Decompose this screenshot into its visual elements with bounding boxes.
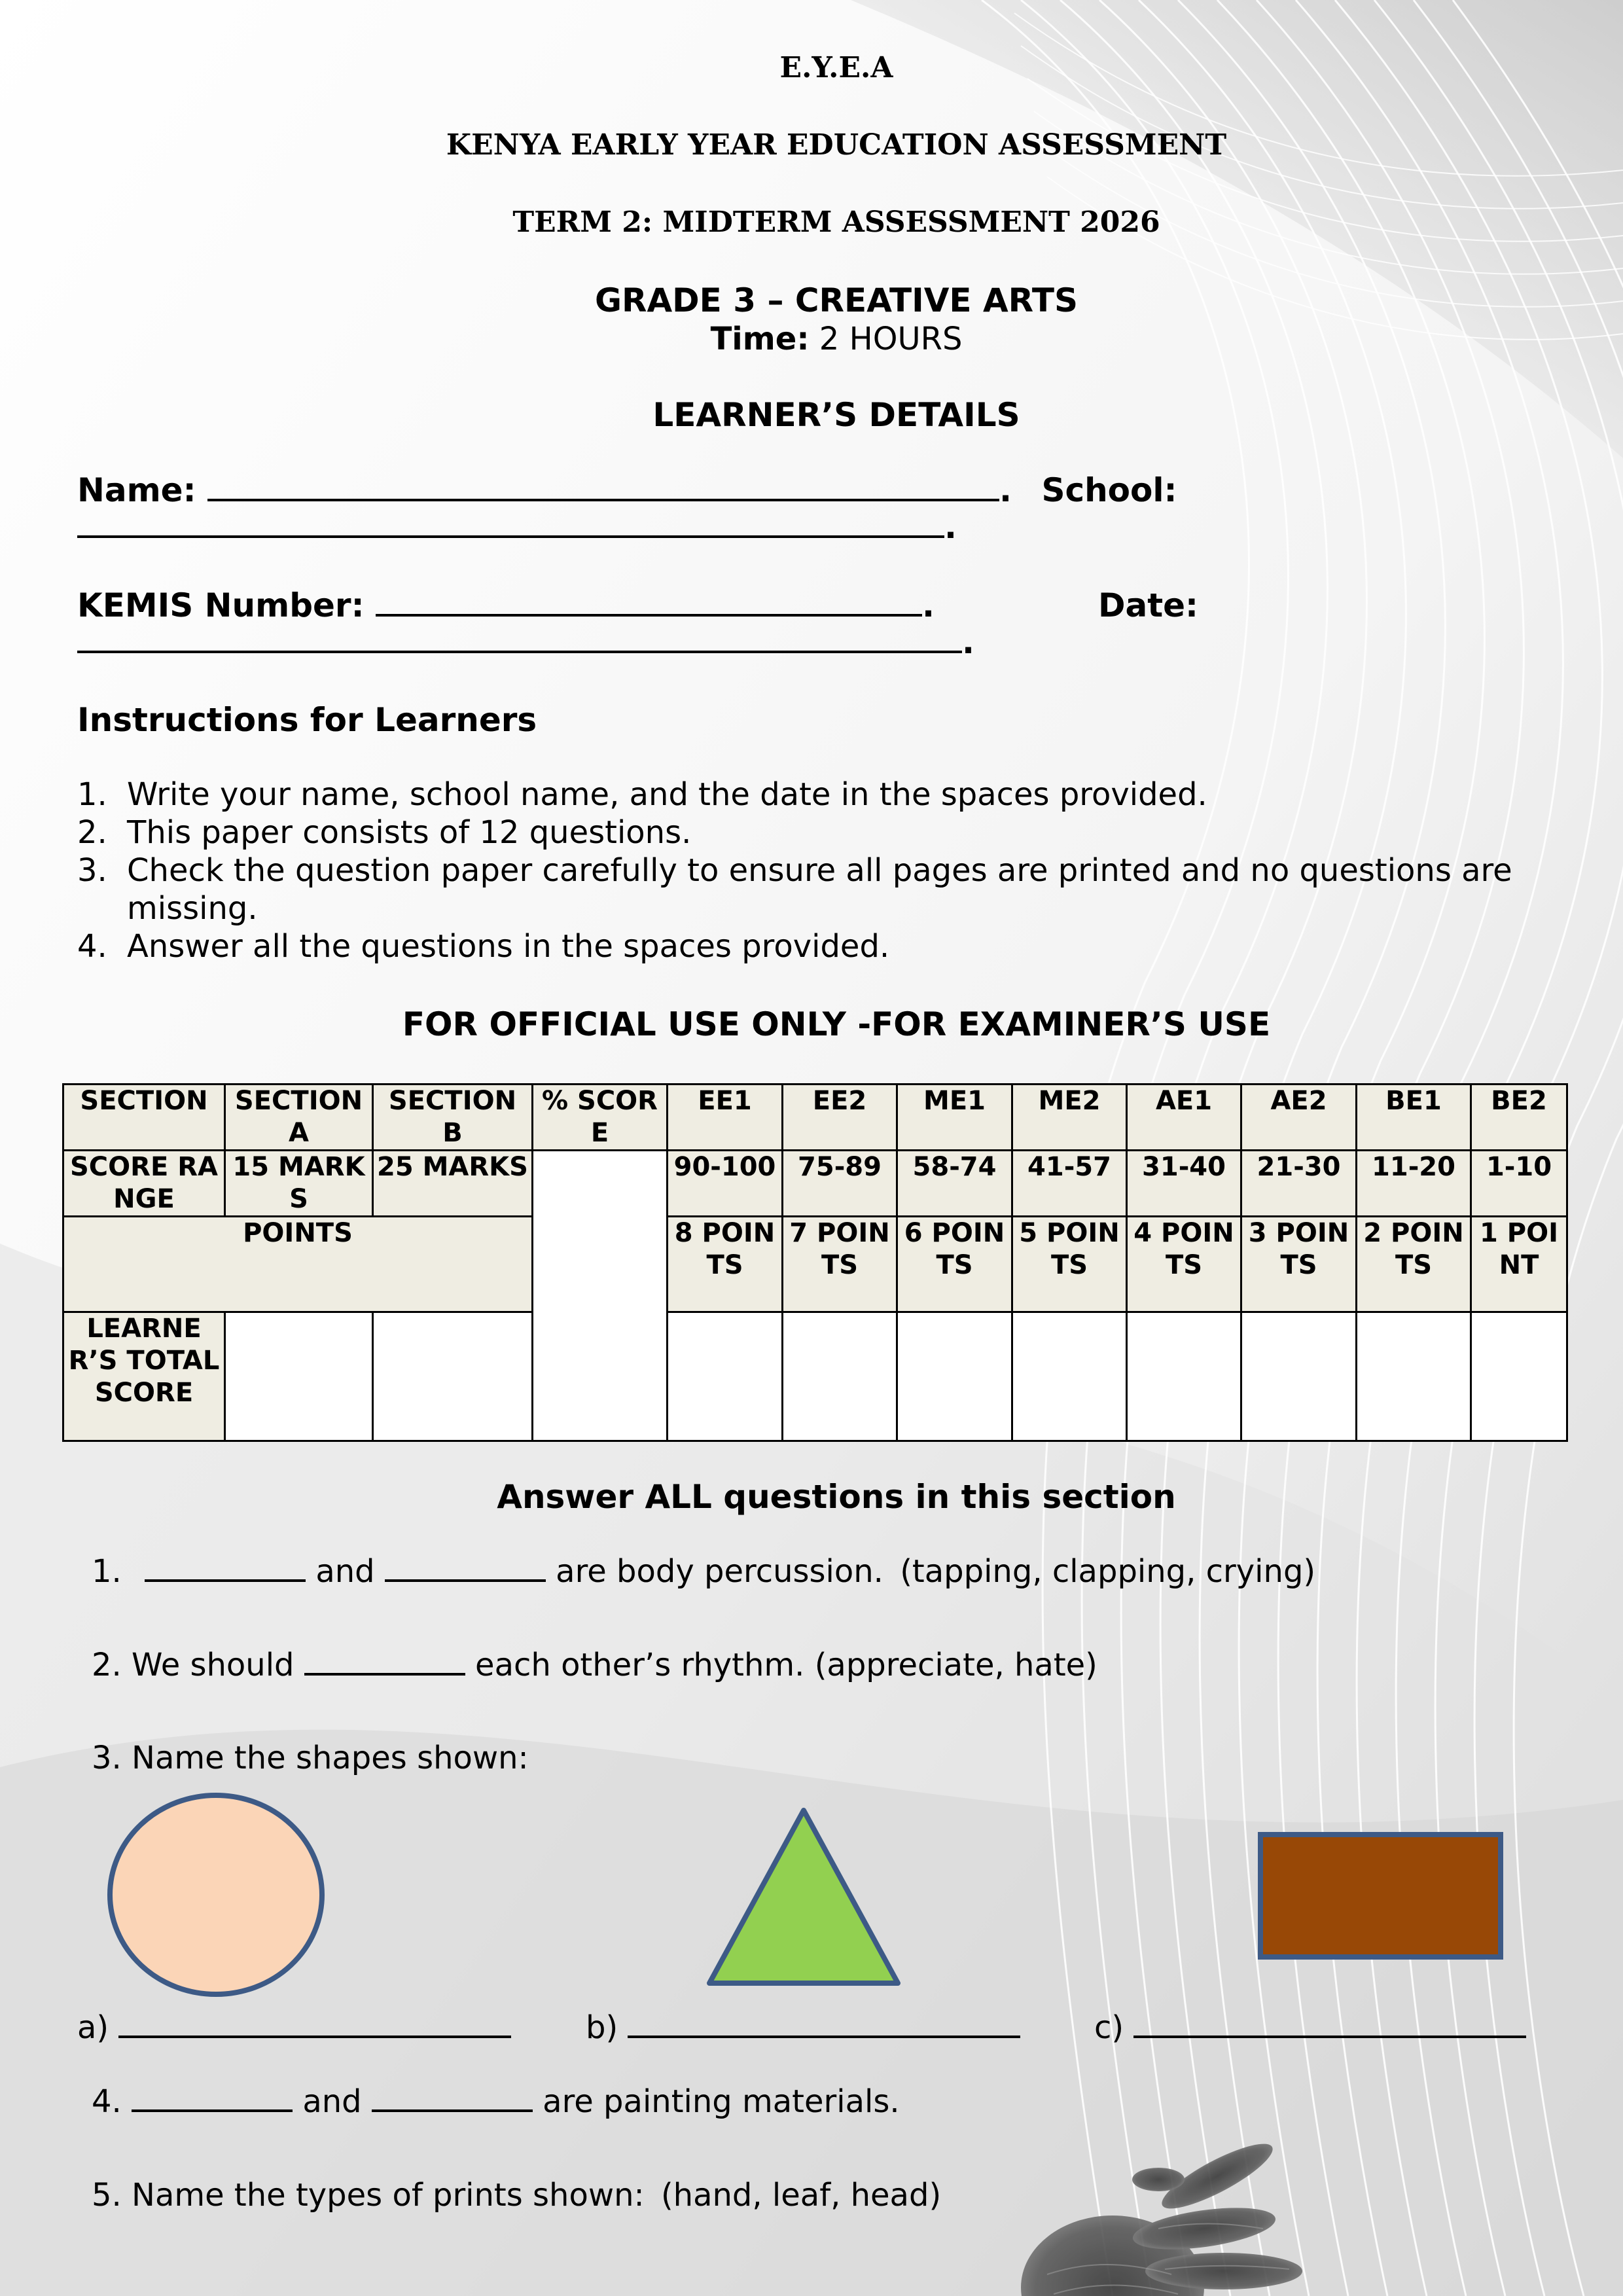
exam-subject: GRADE 3 – CREATIVE ARTS (594, 281, 1079, 319)
school-row (77, 508, 957, 546)
time-label: Time: (710, 321, 810, 357)
table-row (63, 1312, 1567, 1441)
date-field[interactable] (77, 651, 962, 653)
table-cell: ME2 (1012, 1085, 1127, 1151)
grade-cell[interactable] (783, 1312, 897, 1441)
table-cell: EE2 (783, 1085, 897, 1151)
triangle-shape (705, 1806, 902, 1986)
question-text: each other’s rhythm. (appreciate, hate) (475, 1647, 1097, 1683)
answer-blank[interactable] (145, 1579, 306, 1582)
exam-abbreviation: E.Y.E.A (779, 51, 893, 84)
answer-c-row (1094, 2009, 1526, 2046)
table-cell: SECTION (63, 1085, 225, 1151)
table-cell: SECTION B (373, 1085, 533, 1151)
table-cell: SCORE RANGE (63, 1151, 225, 1217)
question-1 (92, 1553, 1315, 1590)
total-score-label: LEARNER’S TOTAL SCORE (63, 1312, 225, 1441)
instruction-item: 2. This paper consists of 12 questions. (77, 814, 692, 851)
table-cell: 90-100 (668, 1151, 783, 1217)
question-4 (92, 2083, 900, 2120)
answer-a-row (77, 2009, 511, 2046)
kemis-row (77, 586, 935, 624)
kemis-field[interactable] (376, 614, 922, 617)
table-cell: 2 POINTS (1357, 1217, 1471, 1312)
rectangle-shape (1258, 1832, 1503, 1960)
question-text: are painting materials. (543, 2083, 900, 2120)
table-cell: 41-57 (1012, 1151, 1127, 1217)
answer-label: a) (77, 2009, 109, 2046)
official-use-heading: FOR OFFICIAL USE ONLY -FOR EXAMINER’S USE (402, 1005, 1271, 1043)
percent-score-cell[interactable] (533, 1151, 668, 1441)
kemis-dot: . (922, 586, 935, 624)
table-cell: 4 POINTS (1127, 1217, 1241, 1312)
table-cell: 58-74 (897, 1151, 1012, 1217)
name-dot: . (999, 471, 1012, 509)
table-cell: AE2 (1241, 1085, 1357, 1151)
answer-blank[interactable] (372, 2109, 533, 2112)
instruction-item: 3. Check the question paper carefully to ensure all pages are printed and no questions are missing. (77, 852, 1512, 927)
table-cell: 6 POINTS (897, 1217, 1012, 1312)
question-options: (hand, leaf, head) (660, 2177, 942, 2214)
grade-cell[interactable] (1357, 1312, 1471, 1441)
grade-cell[interactable] (668, 1312, 783, 1441)
question-text: and (302, 2083, 362, 2120)
table-cell: 5 POINTS (1012, 1217, 1127, 1312)
answer-blank[interactable] (628, 2036, 1020, 2038)
question-options: (tapping, clapping, crying) (900, 1553, 1316, 1590)
answer-blank[interactable] (118, 2036, 511, 2038)
score-table (62, 1083, 1568, 1442)
table-cell: 8 POINTS (668, 1217, 783, 1312)
table-cell: 21-30 (1241, 1151, 1357, 1217)
answer-label: c) (1094, 2009, 1124, 2046)
table-cell: 7 POINTS (783, 1217, 897, 1312)
table-cell: SECTION A (225, 1085, 373, 1151)
table-cell: 75-89 (783, 1151, 897, 1217)
instruction-text: Check the question paper carefully to ensure all pages are printed and no questions are missing. (127, 852, 1512, 927)
name-row (77, 471, 1177, 509)
answer-blank[interactable] (304, 1673, 465, 1676)
answer-blank[interactable] (385, 1579, 546, 1582)
instruction-text: Write your name, school name, and the date in the spaces provided. (127, 776, 1207, 813)
table-row (63, 1151, 1567, 1217)
exam-term: TERM 2: MIDTERM ASSESSMENT 2026 (512, 206, 1160, 239)
school-field[interactable] (77, 535, 944, 538)
instruction-text: Answer all the questions in the spaces provided. (127, 928, 890, 965)
table-cell: 25 MARKS (373, 1151, 533, 1217)
section-a-score-cell[interactable] (225, 1312, 373, 1441)
table-cell: 3 POINTS (1241, 1217, 1357, 1312)
section-heading: Answer ALL questions in this section (497, 1478, 1176, 1516)
question-text: are body percussion. (556, 1553, 883, 1590)
question-3: 3. Name the shapes shown: (92, 1740, 529, 1776)
answer-blank[interactable] (1133, 2036, 1526, 2038)
table-cell: AE1 (1127, 1085, 1241, 1151)
answer-label: b) (586, 2009, 618, 2046)
table-cell: EE1 (668, 1085, 783, 1151)
points-label: POINTS (63, 1217, 533, 1312)
table-cell: BE2 (1471, 1085, 1567, 1151)
learner-details-heading: LEARNER’S DETAILS (652, 396, 1020, 434)
handprint-icon (1008, 2130, 1322, 2296)
question-5 (92, 2177, 941, 2214)
table-row (63, 1217, 1567, 1312)
instruction-item: 1. Write your name, school name, and the date in the spaces provided. (77, 776, 1207, 813)
grade-cell[interactable] (897, 1312, 1012, 1441)
grade-cell[interactable] (1012, 1312, 1127, 1441)
date-label: Date: (1098, 586, 1199, 624)
kemis-label: KEMIS Number: (77, 586, 365, 624)
question-number: 4. (92, 2083, 122, 2120)
table-cell: 15 MARKS (225, 1151, 373, 1217)
instruction-item: 4. Answer all the questions in the spaces provided. (77, 928, 890, 965)
answer-blank[interactable] (132, 2109, 293, 2112)
instructions-list (77, 776, 1589, 965)
school-dot: . (944, 508, 957, 546)
question-number: 1. (92, 1553, 122, 1590)
date-dot: . (962, 623, 974, 661)
exam-time (0, 321, 1623, 357)
table-cell: 11-20 (1357, 1151, 1471, 1217)
question-text: 2. We should (92, 1647, 294, 1683)
instruction-text: This paper consists of 12 questions. (127, 814, 692, 851)
name-label: Name: (77, 471, 196, 509)
table-cell: 1 POINT (1471, 1217, 1567, 1312)
circle-shape (105, 1790, 327, 2000)
name-field[interactable] (207, 499, 999, 501)
instructions-heading: Instructions for Learners (77, 701, 537, 739)
grade-cell[interactable] (1127, 1312, 1241, 1441)
question-2 (92, 1647, 1097, 1683)
date-row (77, 623, 974, 661)
question-text: 5. Name the types of prints shown: (92, 2177, 645, 2214)
exam-organization: KENYA EARLY YEAR EDUCATION ASSESSMENT (446, 128, 1227, 162)
question-text: and (315, 1553, 375, 1590)
table-cell: BE1 (1357, 1085, 1471, 1151)
school-label: School: (1041, 471, 1177, 509)
table-cell: % SCORE (533, 1085, 668, 1151)
grade-cell[interactable] (1241, 1312, 1357, 1441)
table-cell: 1-10 (1471, 1151, 1567, 1217)
answer-b-row (586, 2009, 1020, 2046)
table-cell: 31-40 (1127, 1151, 1241, 1217)
grade-cell[interactable] (1471, 1312, 1567, 1441)
section-b-score-cell[interactable] (373, 1312, 533, 1441)
time-value: 2 HOURS (819, 321, 963, 357)
table-cell: ME1 (897, 1085, 1012, 1151)
table-header-row (63, 1085, 1567, 1151)
